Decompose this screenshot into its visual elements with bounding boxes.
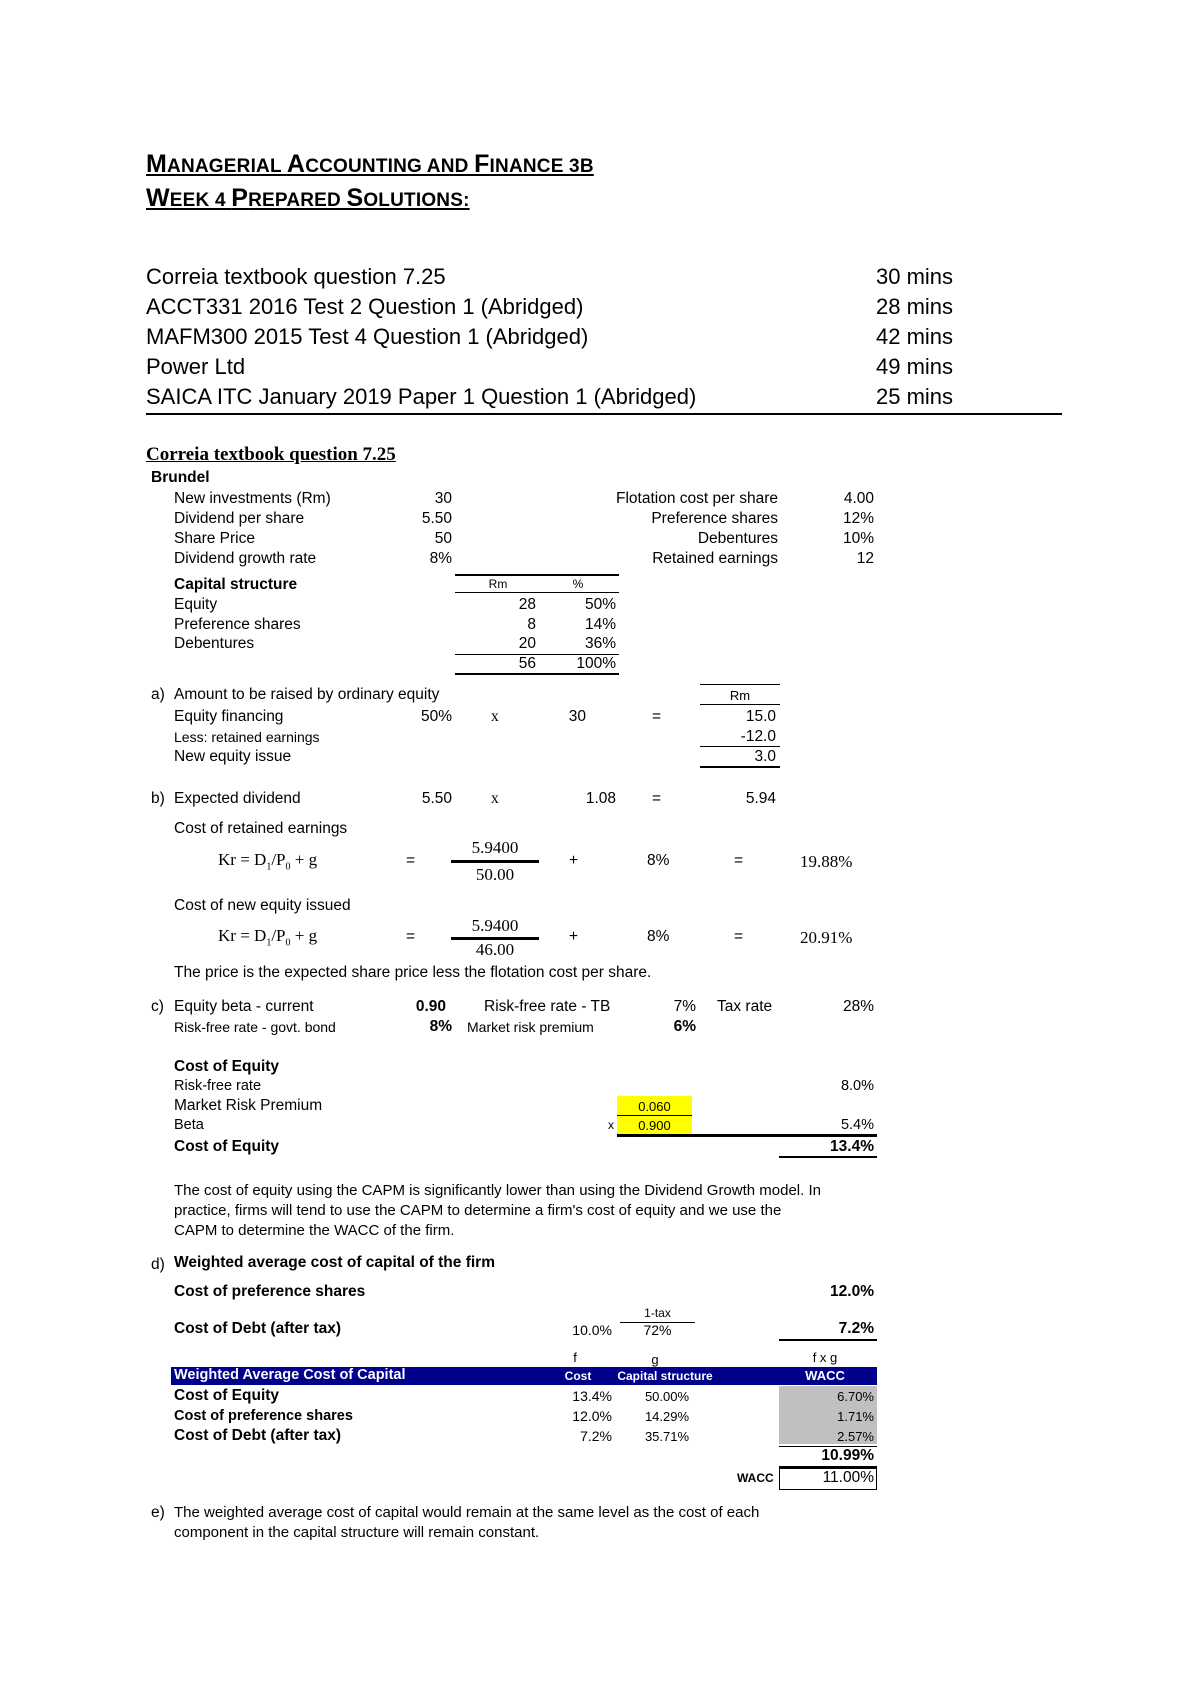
page-title-line2 — [146, 184, 470, 213]
wacc-header-wacc: WACC — [805, 1368, 845, 1383]
wacc-row-wacc: 1.71% — [837, 1409, 874, 1424]
cs-header-rule-bottom — [455, 592, 619, 593]
cs-col-rm: Rm — [488, 577, 508, 591]
wacc-row-cap: 35.71% — [644, 1429, 690, 1444]
toc-item-label: Power Ltd — [146, 354, 246, 379]
plus-sign: + — [569, 928, 579, 945]
toc-item-time: 42 mins — [876, 324, 954, 349]
cs-row-label: Debentures — [174, 635, 255, 652]
cs-row-pct: 36% — [584, 635, 616, 652]
growth-factor: 1.08 — [585, 790, 616, 807]
section-heading: Correia textbook question 7.25 — [146, 444, 396, 465]
kr-formula — [218, 926, 317, 948]
input-value: 30 — [434, 490, 452, 507]
retained-earnings-value: -12.0 — [740, 728, 776, 745]
input-value: 5.50 — [421, 510, 452, 527]
page-title-line1 — [146, 150, 594, 179]
debt-value: 7.2% — [838, 1320, 874, 1337]
wacc-row-cost: 13.4% — [572, 1388, 612, 1404]
cost-retained-label: Cost of retained earnings — [174, 820, 348, 837]
equals-sign: = — [734, 928, 744, 945]
col-fg: f x g — [812, 1350, 838, 1365]
input-label: Share Price — [174, 530, 255, 547]
pref-label: Cost of preference shares — [174, 1283, 366, 1300]
multiply-sign: x — [491, 708, 499, 725]
kr-formula — [218, 850, 317, 872]
mrp-label: Market risk premium — [467, 1019, 594, 1035]
cs-total-rule-bottom — [455, 673, 619, 675]
cs-row-pct: 50% — [584, 596, 616, 613]
re-denominator: 50.00 — [475, 865, 515, 884]
cost-new-equity-result: 20.91% — [800, 928, 853, 947]
wacc-row-cap: 50.00% — [644, 1389, 690, 1404]
part-a-title: Amount to be raised by ordinary equity — [174, 686, 440, 703]
equity-financing-value: 15.0 — [745, 708, 776, 725]
input-value: 4.00 — [843, 490, 874, 507]
formula-sub: 0 — [285, 937, 291, 949]
capital-structure-title: Capital structure — [174, 576, 298, 593]
equals-sign: = — [406, 852, 416, 869]
toc-item-label: ACCT331 2016 Test 2 Question 1 (Abridged) — [146, 294, 584, 319]
multiply-sign: x — [491, 790, 499, 807]
col-f: f — [573, 1350, 577, 1365]
cs-row-label: Preference shares — [174, 616, 301, 633]
coe-total-underline — [779, 1156, 877, 1158]
equals-sign: = — [406, 928, 416, 945]
cs-row-rm: 20 — [518, 635, 536, 652]
coe-total-value: 13.4% — [830, 1138, 874, 1155]
beta-multiply: x — [608, 1118, 614, 1132]
debt-underline — [779, 1339, 877, 1341]
input-value: 12 — [856, 550, 874, 567]
cs-row-rm: 28 — [518, 596, 536, 613]
formula-text: Kr = D — [218, 850, 267, 869]
input-value: 10% — [842, 530, 874, 547]
input-value: 8% — [429, 550, 452, 567]
wacc-row-cap: 14.29% — [644, 1409, 690, 1424]
wacc-row-label: Cost of Debt (after tax) — [174, 1427, 342, 1444]
ne-numerator: 5.9400 — [471, 916, 519, 935]
beta-value: 0.90 — [415, 998, 446, 1015]
toc-item-label: Correia textbook question 7.25 — [146, 264, 446, 289]
cost-retained-result: 19.88% — [800, 852, 853, 871]
input-label: New investments (Rm) — [174, 490, 331, 507]
wacc-label: WACC — [737, 1471, 774, 1485]
part-e-text: component in the capital structure will remain constant. — [174, 1524, 540, 1541]
wacc-row-label: Cost of Equity — [174, 1387, 280, 1404]
input-label: Dividend growth rate — [174, 550, 317, 567]
title-text: OLUTIONS: — [363, 190, 470, 211]
formula-sub: 1 — [266, 861, 272, 873]
equity-financing-pct: 50% — [420, 708, 452, 725]
wacc-row-label: Cost of preference shares — [174, 1408, 353, 1424]
pref-value: 12.0% — [830, 1283, 874, 1300]
title-initial: W — [146, 184, 170, 212]
coe-comment-line: practice, firms will tend to use the CAPM to determine a firm's cost of equity and we use the — [174, 1202, 782, 1219]
wacc-row-wacc: 6.70% — [837, 1389, 874, 1404]
cs-header-rule — [455, 574, 619, 576]
toc-divider — [146, 413, 1062, 415]
coe-comment-line: CAPM to determine the WACC of the firm. — [174, 1222, 455, 1239]
cs-row-label: Equity — [174, 596, 218, 613]
cost-new-equity-label: Cost of new equity issued — [174, 897, 351, 914]
formula-text: + g — [290, 850, 318, 869]
expected-dividend-value: 5.94 — [745, 790, 776, 807]
input-label: Dividend per share — [174, 510, 305, 527]
beta-rule — [617, 1115, 692, 1116]
rf-tb-label: Risk-free rate - TB — [484, 998, 611, 1015]
tax-value: 28% — [842, 998, 874, 1015]
mrp-row-value: 0.060 — [638, 1099, 671, 1114]
dividend-value: 5.50 — [421, 790, 452, 807]
title-initial: A — [286, 150, 306, 178]
retained-earnings-label: Less: retained earnings — [174, 729, 320, 745]
toc-item-label: SAICA ITC January 2019 Paper 1 Question 1 (Abridged) — [146, 384, 697, 409]
beta-label: Equity beta - current — [174, 998, 314, 1015]
beta-product: 5.4% — [840, 1117, 874, 1133]
input-value: 50 — [434, 530, 452, 547]
title-text: REPARED — [248, 190, 347, 211]
mrp-row-label: Market Risk Premium — [174, 1097, 323, 1114]
title-text: EEK 4 — [169, 190, 232, 211]
toc-item-time: 49 mins — [876, 354, 954, 379]
cs-col-pct: % — [572, 577, 584, 591]
title-initial: S — [346, 184, 364, 212]
growth-rate: 8% — [647, 852, 670, 869]
new-equity-label: New equity issue — [174, 748, 292, 765]
part-a-col: Rm — [729, 688, 751, 703]
cs-total-rm: 56 — [518, 655, 536, 672]
title-initial: F — [474, 150, 490, 178]
coe-comment-line: The cost of equity using the CAPM is significantly lower than using the Dividend Growth model. In — [174, 1182, 821, 1199]
coe-thick-rule — [617, 1134, 877, 1137]
price-note: The price is the expected share price less the flotation cost per share. — [174, 964, 652, 981]
part-a-letter: a) — [151, 686, 165, 703]
equals-sign: = — [652, 790, 662, 807]
equals-sign: = — [652, 708, 662, 725]
wacc-total: 10.99% — [821, 1447, 874, 1464]
rf-row-label: Risk-free rate — [174, 1078, 262, 1094]
part-e-text: The weighted average cost of capital would remain at the same level as the cost of each — [174, 1504, 760, 1521]
beta-row-label: Beta — [174, 1117, 204, 1133]
wacc-header-cost: Cost — [564, 1369, 592, 1383]
part-c-letter: c) — [151, 998, 164, 1015]
expected-dividend-label: Expected dividend — [174, 790, 301, 807]
part-e-letter: e) — [151, 1504, 165, 1521]
fraction-bar — [451, 860, 539, 863]
wacc-row-cost: 7.2% — [580, 1428, 612, 1444]
rf-tb-value: 7% — [673, 998, 696, 1015]
tax-head: 1-tax — [644, 1306, 671, 1320]
tax-label: Tax rate — [717, 998, 773, 1015]
title-initial: P — [231, 184, 249, 212]
formula-sub: 0 — [285, 861, 291, 873]
part-b-letter: b) — [151, 790, 165, 807]
equals-sign: = — [734, 852, 744, 869]
wacc-header-cap: Capital structure — [617, 1369, 713, 1383]
part-d-title: Weighted average cost of capital of the firm — [174, 1254, 495, 1271]
coe-title: Cost of Equity — [174, 1058, 280, 1075]
title-text: INANCE 3B — [489, 156, 594, 177]
growth-rate: 8% — [647, 928, 670, 945]
toc-item-time: 30 mins — [876, 264, 954, 289]
input-label: Retained earnings — [652, 550, 778, 567]
investment-amount: 30 — [568, 708, 586, 725]
toc-item-time: 25 mins — [876, 384, 954, 409]
plus-sign: + — [569, 852, 579, 869]
coe-total-label: Cost of Equity — [174, 1138, 280, 1155]
new-equity-rule-bottom — [700, 766, 780, 768]
col-g: g — [651, 1352, 659, 1367]
cs-row-pct: 14% — [584, 616, 616, 633]
beta-row-value: 0.900 — [638, 1118, 671, 1133]
toc-item-label: MAFM300 2015 Test 4 Question 1 (Abridged) — [146, 324, 589, 349]
rf-bond-value: 8% — [429, 1018, 452, 1035]
title-text: CCOUNTING AND — [305, 156, 475, 177]
wacc-row-wacc: 2.57% — [837, 1429, 874, 1444]
title-initial: M — [146, 150, 168, 178]
debt-tax: 72% — [643, 1322, 672, 1338]
toc-item-time: 28 mins — [876, 294, 954, 319]
wacc-row-cost: 12.0% — [572, 1408, 612, 1424]
re-numerator: 5.9400 — [471, 838, 519, 857]
wacc-header-label: Weighted Average Cost of Capital — [174, 1367, 406, 1383]
rf-bond-label: Risk-free rate - govt. bond — [174, 1019, 336, 1035]
equity-financing-label: Equity financing — [174, 708, 284, 725]
title-text: ANAGERIAL — [167, 156, 287, 177]
debt-rate: 10.0% — [572, 1322, 612, 1338]
formula-text: /P — [271, 850, 286, 869]
part-a-header-rule — [700, 684, 780, 685]
rf-row-value: 8.0% — [840, 1078, 874, 1094]
input-value: 12% — [842, 510, 874, 527]
formula-sub: 1 — [266, 937, 272, 949]
cs-total-pct: 100% — [576, 655, 616, 672]
new-equity-rule-top — [700, 746, 780, 747]
part-a-header-rule-bottom — [700, 704, 780, 705]
ne-denominator: 46.00 — [475, 940, 515, 959]
debt-label: Cost of Debt (after tax) — [174, 1320, 342, 1337]
input-label: Flotation cost per share — [616, 490, 778, 507]
new-equity-value: 3.0 — [754, 748, 776, 765]
wacc-rounded: 11.00% — [822, 1469, 874, 1486]
part-d-letter: d) — [151, 1256, 165, 1273]
input-label: Debentures — [697, 530, 778, 547]
formula-text: + g — [290, 926, 318, 945]
mrp-value: 6% — [673, 1018, 696, 1035]
input-label: Preference shares — [651, 510, 778, 527]
cs-row-rm: 8 — [527, 616, 536, 633]
formula-text: Kr = D — [218, 926, 267, 945]
formula-text: /P — [271, 926, 286, 945]
company-name: Brundel — [151, 469, 210, 486]
